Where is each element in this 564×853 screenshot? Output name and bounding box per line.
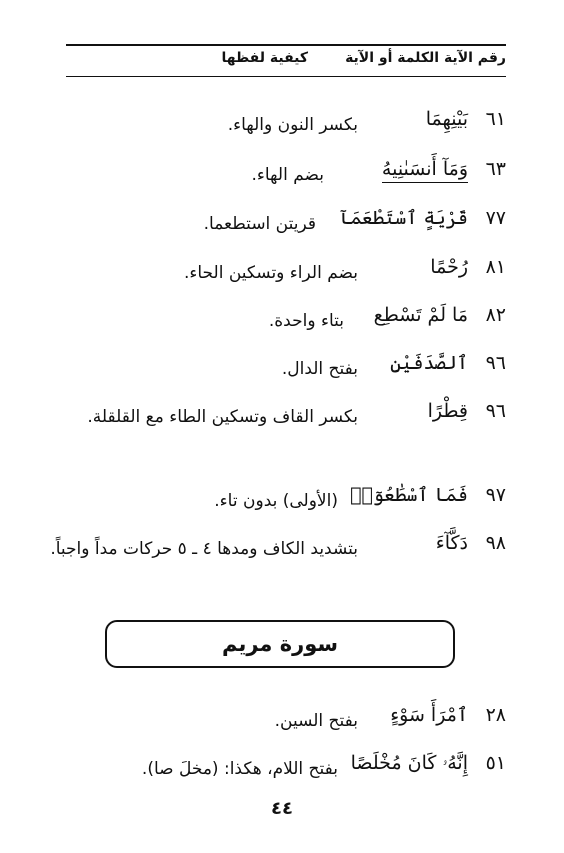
- verse-number: ٧٧: [485, 207, 506, 229]
- pronunciation-text: بكسر النون والهاء.: [227, 115, 358, 135]
- pronunciation-text: بكسر القاف وتسكين الطاء مع القلقلة.: [87, 407, 358, 427]
- verse-number: ٩٧: [485, 484, 506, 506]
- verse-number: ٢٨: [485, 704, 506, 726]
- pronunciation-text: بضم الهاء.: [251, 165, 324, 185]
- quran-word: ٱمْرَأَ سَوْءٍ: [390, 704, 468, 726]
- pronunciation-text: بضم الراء وتسكين الحاء.: [183, 263, 358, 283]
- pronunciation-text: (الأولى) بدون تاء.: [214, 491, 338, 511]
- quran-word: إِنَّهُۥ كَانَ مُخْلَصًا: [350, 752, 468, 774]
- verse-number: ٨١: [485, 256, 506, 278]
- header-pronunciation-label: كيفية لفظها: [221, 50, 308, 66]
- pronunciation-text: بتاء واحدة.: [268, 311, 344, 331]
- pronunciation-text: بفتح اللام، هكذا: (مخلَ صا).: [141, 759, 338, 779]
- verse-number: ٦١: [485, 108, 506, 130]
- quran-word: ٱلصَّدَفَيْنِ: [390, 352, 468, 374]
- verse-number: ٩٨: [485, 532, 506, 554]
- surah-title: سورة مريم: [221, 632, 339, 656]
- quran-word: رُحْمًا: [430, 256, 468, 278]
- verse-number: ٨٢: [485, 304, 506, 326]
- header-verse-word-label: رقم الآية الكلمة أو الآية: [345, 50, 506, 66]
- quran-word: وَمَآ أَنسَىٰنِيهُ: [382, 158, 468, 183]
- verse-number: ٩٦: [485, 400, 506, 422]
- quran-word: دَكَّآءَ: [435, 532, 468, 554]
- pronunciation-text: قريتن استطعما.: [203, 214, 316, 234]
- pronunciation-text: بفتح الدال.: [281, 359, 358, 379]
- table-header: [66, 50, 506, 72]
- quran-word: قَرْيَةٍ ٱسْتَطْعَمَآ: [339, 207, 468, 229]
- header-rule: [66, 76, 506, 77]
- quran-word: فَمَا ٱسْطَٰعُوٓا۟: [350, 484, 468, 506]
- verse-number: ٩٦: [485, 352, 506, 374]
- quran-word: بَيْنِهِمَا: [425, 108, 468, 130]
- verse-number: ٦٣: [485, 158, 506, 180]
- pronunciation-text: بتشديد الكاف ومدها ٤ ـ ٥ حركات مداً واجباً.: [50, 539, 358, 559]
- quran-word: مَا لَمْ تَسْطِع: [373, 304, 468, 326]
- pronunciation-text: بفتح السين.: [274, 711, 358, 731]
- verse-number: ٥١: [485, 752, 506, 774]
- top-rule: [66, 44, 506, 46]
- page-number: ٤٤: [271, 798, 293, 819]
- quran-word: قِطْرًا: [427, 400, 468, 422]
- surah-title-box: [105, 620, 455, 668]
